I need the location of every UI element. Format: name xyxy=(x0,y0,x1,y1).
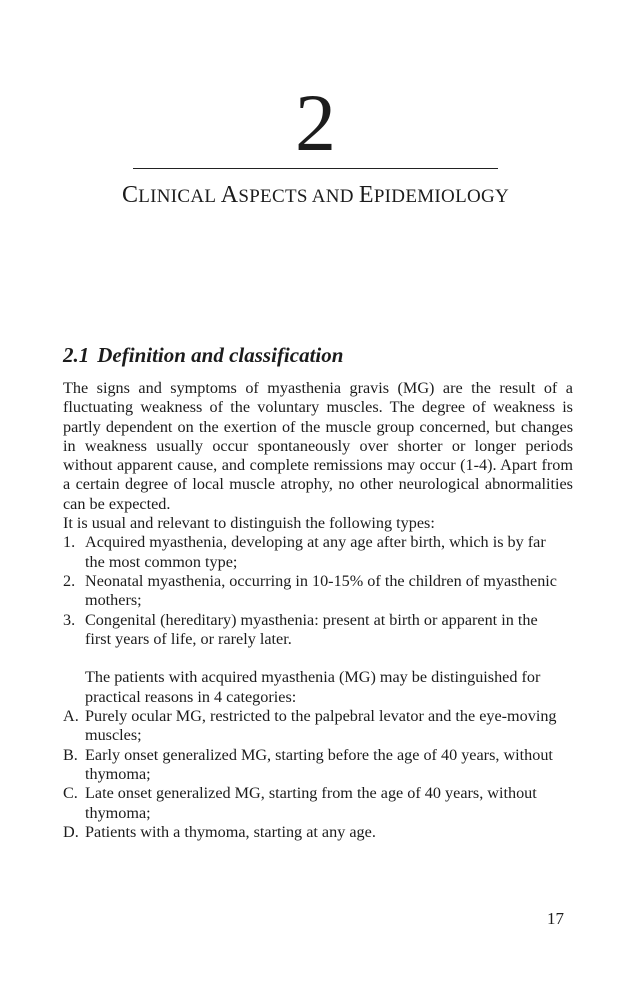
list-marker: 3. xyxy=(63,610,76,629)
list-item-text: Neonatal myasthenia, occurring in 10-15% of the children of myasthenic mothers; xyxy=(85,571,557,610)
intro-paragraph: The signs and symptoms of myasthenia gravis (MG) are the result of a fluctuating weakness of the voluntary muscles. The degree of weakness is partly dependent on the exertion of the muscle group concerned, but changes in weakness usually occur spontaneously over shorter or longer periods without apparent cause, and complete remissions may occur (1-4). Apart from a certain degree of local muscle atrophy, no other neurological abnormalities can be expected. xyxy=(63,379,573,513)
types-intro: It is usual and relevant to distinguish the following types: xyxy=(63,514,435,533)
list-item xyxy=(63,707,573,746)
chapter-title-part-1: LINICAL xyxy=(138,186,221,207)
chapter-title-part-2: SPECTS AND xyxy=(238,186,359,207)
list-item-text: Patients with a thymoma, starting at any age. xyxy=(85,822,376,841)
chapter-number: 2 xyxy=(295,77,336,168)
list-item-text: Late onset generalized MG, starting from the age of 40 years, without thymoma; xyxy=(85,784,537,822)
list-item-text: Early onset generalized MG, starting before the age of 40 years, without thymoma; xyxy=(85,745,553,783)
list-marker: C. xyxy=(63,784,78,803)
list-marker: A. xyxy=(63,707,79,726)
list-marker: D. xyxy=(63,822,79,841)
list-marker: B. xyxy=(63,745,78,764)
list-item xyxy=(63,823,573,842)
acquired-intro: The patients with acquired myasthenia (MG) may be distinguished for practical reasons in 4 categories: xyxy=(85,668,541,706)
section-title: Definition and classification xyxy=(97,343,344,367)
list-item-text: Congenital (hereditary) myasthenia: present at birth or apparent in the first years of life, or rarely later. xyxy=(85,610,538,648)
categories-list xyxy=(63,707,573,842)
list-item xyxy=(63,572,573,611)
chapter-title xyxy=(0,178,631,214)
types-list xyxy=(63,533,573,649)
list-item-text: Purely ocular MG, restricted to the palpebral levator and the eye-moving muscles; xyxy=(85,707,557,745)
chapter-title-initial-1: C xyxy=(121,182,139,208)
section-heading xyxy=(63,339,343,371)
page-number: 17 xyxy=(547,909,564,928)
section-number: 2.1 xyxy=(63,343,90,367)
chapter-title-part-3: PIDEMIOLOGY xyxy=(373,186,510,207)
list-item xyxy=(63,611,573,650)
list-item xyxy=(63,784,573,823)
list-item xyxy=(63,746,573,785)
list-item-text: Acquired myasthenia, developing at any age after birth, which is by far the most common type; xyxy=(85,533,546,571)
body-text xyxy=(63,379,573,842)
list-marker: 1. xyxy=(63,533,76,552)
chapter-rule xyxy=(133,168,498,169)
chapter-title-initial-3: E xyxy=(358,182,374,208)
chapter-title-initial-2: A xyxy=(220,182,239,208)
list-marker: 2. xyxy=(63,571,76,590)
list-item xyxy=(63,533,573,572)
